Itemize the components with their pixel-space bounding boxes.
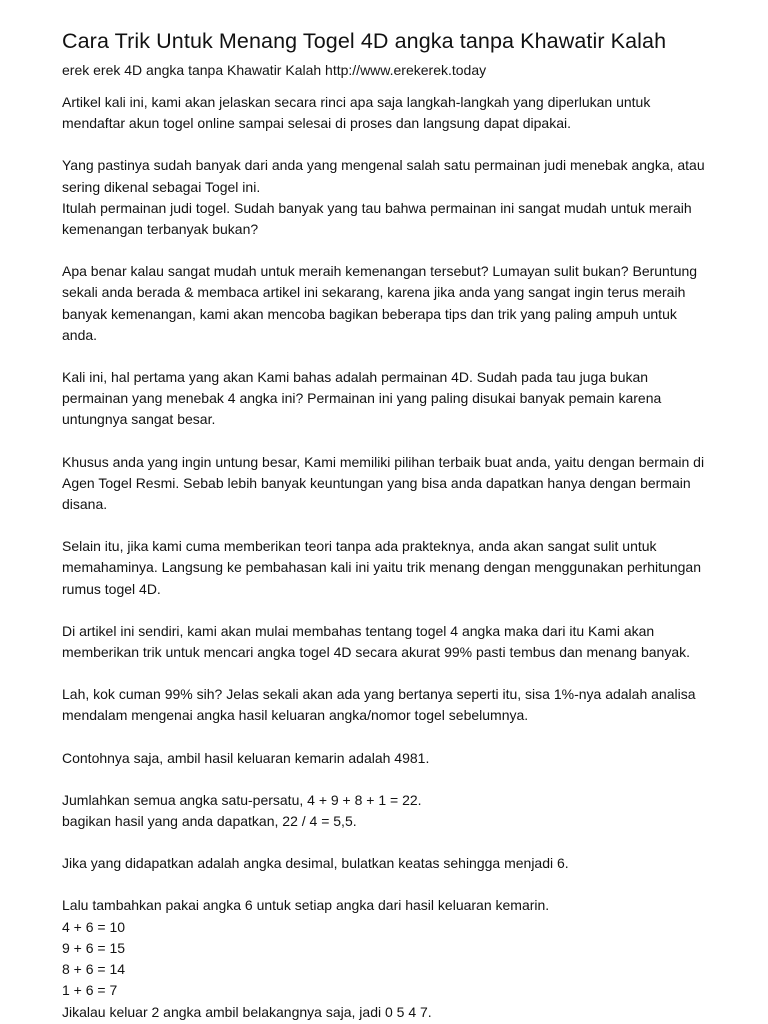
- paragraph-line: Yang pastinya sudah banyak dari anda yang mengenal salah satu permainan judi menebak angka, atau sering dikenal sebagai Togel ini.: [62, 157, 705, 195]
- paragraph-akurasi-99: [62, 621, 707, 663]
- paragraph-pembulatan: [62, 853, 707, 874]
- paragraph-line: 1 + 6 = 7: [62, 982, 118, 999]
- paragraph-tips-dan-trik: [62, 261, 707, 346]
- paragraph-line: Di artikel ini sendiri, kami akan mulai membahas tentang togel 4 angka maka dari itu Kami akan memberikan trik untuk mencari angka togel 4D secara akurat 99% pasti tembus dan menang banyak.: [62, 622, 691, 661]
- document-subtitle: erek erek 4D angka tanpa Khawatir Kalah http://www.erekerek.today: [62, 62, 487, 78]
- paragraph-line: Artikel kali ini, kami akan jelaskan secara rinci apa saja langkah-langkah yang diperlukan untuk mendaftar akun togel online sampai selesai di proses dan langsung dapat dipakai.: [62, 94, 651, 132]
- paragraph-pengenalan-togel: [62, 155, 707, 240]
- paragraph-intro: [62, 92, 707, 134]
- paragraph-permainan-4d: [62, 367, 707, 431]
- paragraph-line: 4 + 6 = 10: [62, 918, 126, 935]
- paragraph-line: bagikan hasil yang anda dapatkan, 22 / 4 = 5,5.: [62, 813, 357, 830]
- paragraph-line: 8 + 6 = 14: [62, 961, 126, 978]
- paragraph-contoh-keluaran: [62, 748, 707, 769]
- paragraph-line: Kali ini, hal pertama yang akan Kami bahas adalah permainan 4D. Sudah pada tau juga bukan permainan yang menebak 4 angka ini? Permainan ini yang paling disukai banyak pemain karena untungnya sangat besar.: [62, 369, 662, 428]
- paragraph-teori-dan-praktek: [62, 536, 707, 600]
- paragraph-perhitungan-akhir: [62, 895, 707, 1022]
- paragraph-line: Jika yang didapatkan adalah angka desimal, bulatkan keatas sehingga menjadi 6.: [62, 855, 569, 872]
- paragraph-line: Lah, kok cuman 99% sih? Jelas sekali akan ada yang bertanya seperti itu, sisa 1%-nya adalah analisa mendalam mengenai angka hasil keluaran angka/nomor togel sebelumnya.: [62, 686, 696, 724]
- paragraph-line: Jikalau keluar 2 angka ambil belakangnya saja, jadi 0 5 4 7.: [62, 1003, 432, 1020]
- paragraph-line: Lalu tambahkan pakai angka 6 untuk setiap angka dari hasil keluaran kemarin.: [62, 897, 550, 914]
- paragraph-line: Khusus anda yang ingin untung besar, Kami memiliki pilihan terbaik buat anda, yaitu dengan bermain di Agen Togel Resmi. Sebab lebih banyak keuntungan yang bisa anda dapatkan hanya dengan bermain disana.: [62, 453, 705, 513]
- paragraph-line: 9 + 6 = 15: [62, 939, 126, 956]
- document-body: [62, 92, 707, 1023]
- paragraph-penjumlahan: [62, 790, 707, 832]
- page-title: Cara Trik Untuk Menang Togel 4D angka tanpa Khawatir Kalah: [62, 29, 667, 53]
- paragraph-agen-togel-resmi: [62, 452, 707, 516]
- paragraph-line: Contohnya saja, ambil hasil keluaran kemarin adalah 4981.: [62, 749, 430, 766]
- paragraph-line: Jumlahkan semua angka satu-persatu, 4 + 9 + 8 + 1 = 22.: [62, 791, 422, 808]
- paragraph-sisa-1-persen: [62, 684, 707, 726]
- paragraph-line: Itulah permainan judi togel. Sudah banyak yang tau bahwa permainan ini sangat mudah untuk meraih kemenangan terbanyak bukan?: [62, 199, 692, 238]
- paragraph-line: Selain itu, jika kami cuma memberikan teori tanpa ada prakteknya, anda akan sangat sulit untuk memahaminya. Langsung ke pembahasan kali ini yaitu trik menang dengan menggunakan perhitungan rumus togel 4D.: [62, 538, 701, 597]
- paragraph-line: Apa benar kalau sangat mudah untuk meraih kemenangan tersebut? Lumayan sulit bukan? Beruntung sekali anda berada & membaca artikel ini sekarang, karena jika anda yang sangat ingin terus meraih banyak kemenangan, kami akan mencoba bagikan beberapa tips dan trik yang paling ampuh untuk anda.: [62, 263, 698, 343]
